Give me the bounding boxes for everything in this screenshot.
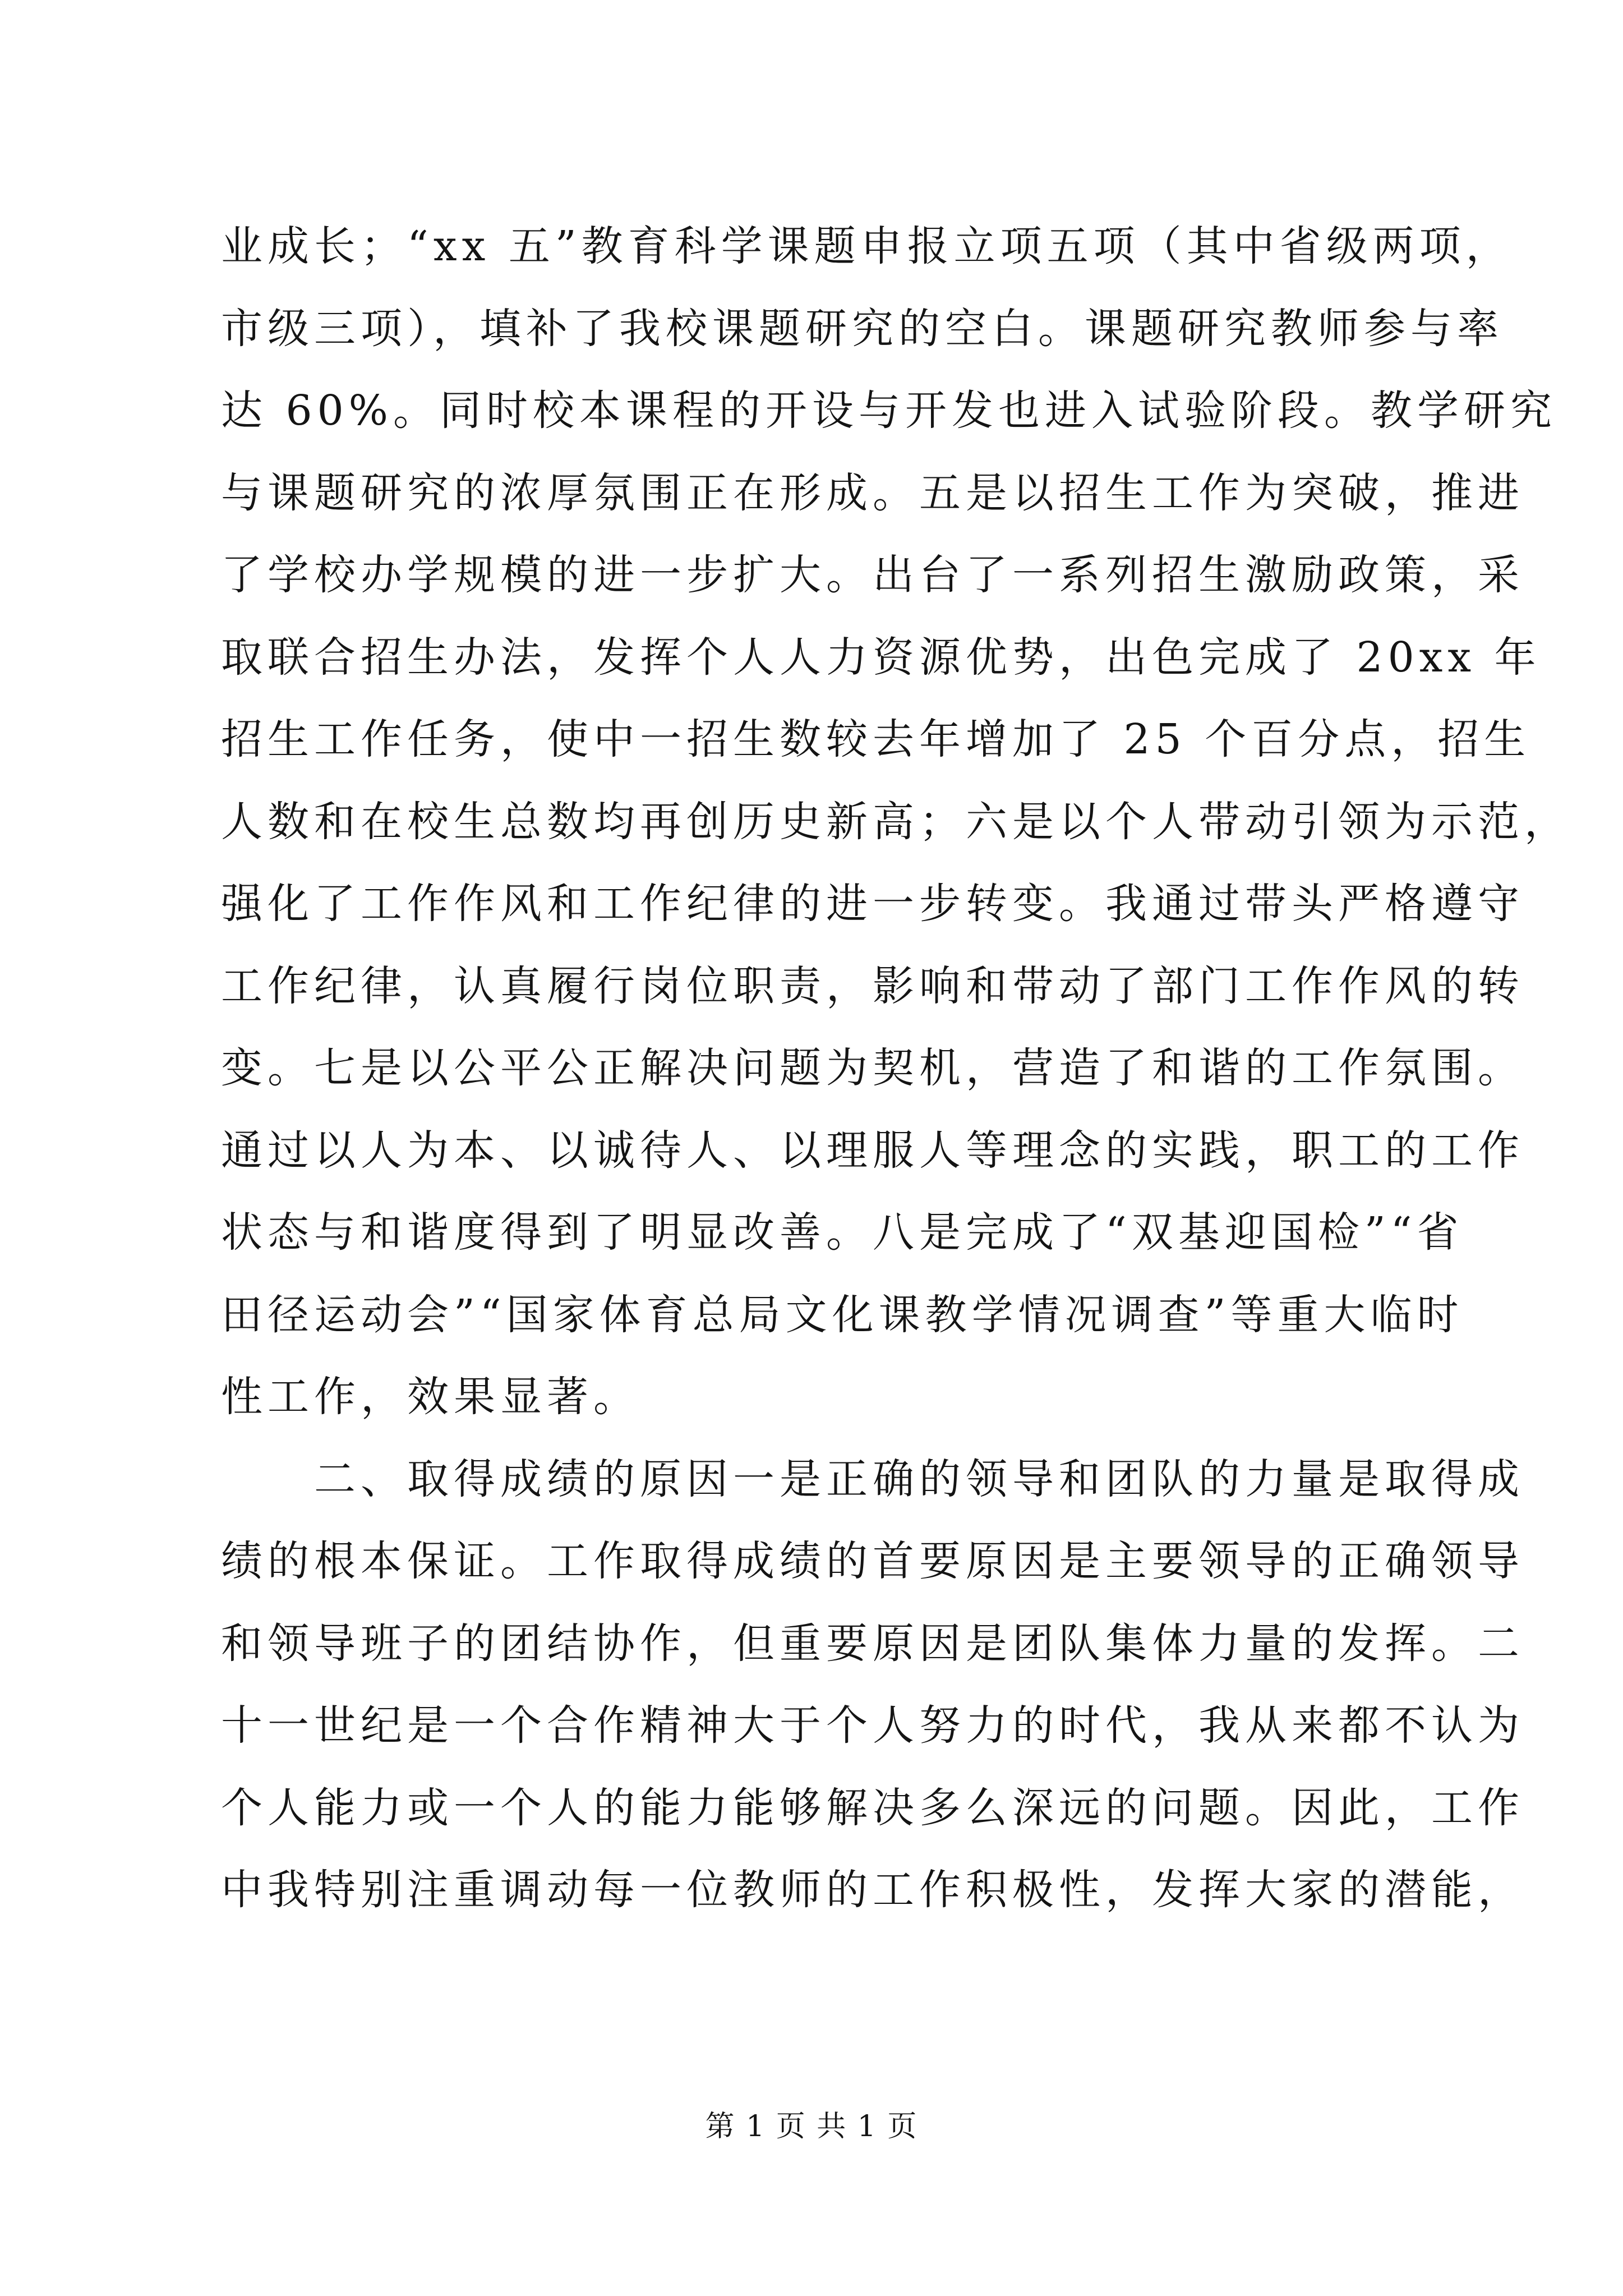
text-line: 招生工作任务，使中一招生数较去年增加了 25 个百分点，招生: [221, 715, 1531, 763]
text-line: 达 60%。同时校本课程的开设与开发也进入试验阶段。教学研究: [221, 386, 1557, 435]
text-line: 取联合招生办法，发挥个人人力资源优势，出色完成了 20xx 年: [221, 633, 1541, 682]
text-line: 与课题研究的浓厚氛围正在形成。五是以招生工作为突破，推进: [221, 468, 1524, 517]
text-line: 性工作，效果显著。: [221, 1373, 640, 1421]
text-line: 了学校办学规模的进一步扩大。出台了一系列招生激励政策，采: [221, 551, 1524, 599]
text-line: 业成长；“xx 五”教育科学课题申报立项五项（其中省级两项，: [221, 222, 1513, 270]
text-line: 状态与和谐度得到了明显改善。八是完成了“双基迎国检”“省: [221, 1208, 1464, 1257]
text-line: 通过以人为本、以诚待人、以理服人等理念的实践，职工的工作: [221, 1126, 1524, 1175]
text-line: 绩的根本保证。工作取得成绩的首要原因是主要领导的正确领导: [221, 1537, 1524, 1585]
body-text: [221, 205, 1571, 1931]
page-number-label: 第 1 页 共 1 页: [705, 2110, 918, 2143]
text-line: 工作纪律，认真履行岗位职责，影响和带动了部门工作作风的转: [221, 961, 1524, 1010]
text-line: 市级三项），填补了我校课题研究的空白。课题研究教师参与率: [221, 304, 1504, 353]
text-line: 个人能力或一个人的能力能够解决多么深远的问题。因此，工作: [221, 1783, 1524, 1832]
page-footer: [0, 2102, 1623, 2145]
text-line: 和领导班子的团结协作，但重要原因是团队集体力量的发挥。二: [221, 1619, 1524, 1668]
paragraph-heading-line: 二、取得成绩的原因一是正确的领导和团队的力量是取得成: [314, 1455, 1524, 1503]
text-line: 变。七是以公平公正解决问题为契机，营造了和谐的工作氛围。: [221, 1044, 1524, 1092]
text-line: 人数和在校生总数均再创历史新高；六是以个人带动引领为示范，: [221, 797, 1571, 846]
text-line: 田径运动会”“国家体育总局文化课教学情况调查”等重大临时: [221, 1290, 1464, 1339]
text-line: 强化了工作作风和工作纪律的进一步转变。我通过带头严格遵守: [221, 880, 1524, 928]
text-line: 中我特别注重调动每一位教师的工作积极性，发挥大家的潜能，: [221, 1866, 1524, 1914]
text-line: 十一世纪是一个合作精神大于个人努力的时代，我从来都不认为: [221, 1701, 1524, 1750]
